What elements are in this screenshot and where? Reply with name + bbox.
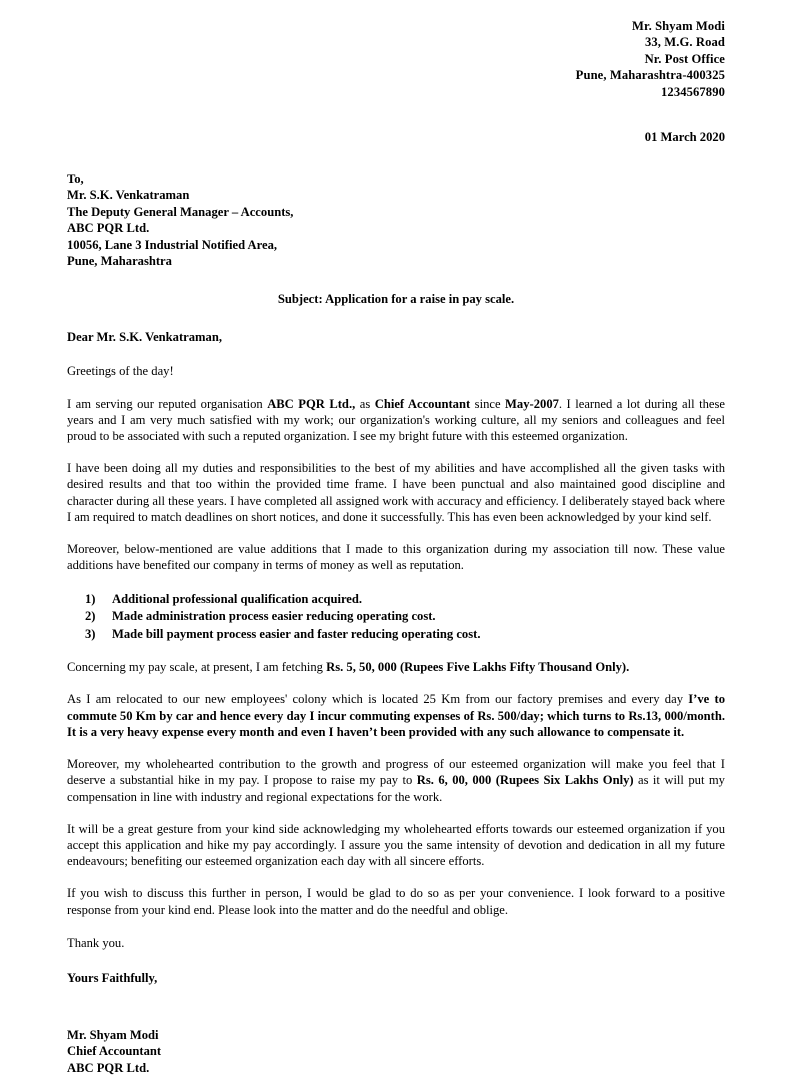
list-item-number: 3) bbox=[85, 626, 96, 641]
p1-segment-2: as bbox=[355, 396, 375, 411]
greeting-paragraph: Greetings of the day! bbox=[67, 364, 174, 379]
list-item bbox=[67, 591, 725, 609]
subject-line: Subject: Application for a raise in pay scale. bbox=[277, 292, 515, 307]
body-paragraph-3: Moreover, below-mentioned are value additions that I made to this organization during my association till now. These value additions have benefited our company in terms of money as well as reputation. bbox=[67, 542, 725, 573]
recipient-city-state: Pune, Maharashtra bbox=[67, 254, 172, 269]
sender-city-state-pin: Pune, Maharashtra-400325 bbox=[575, 68, 725, 83]
commute-expense-paragraph bbox=[67, 691, 725, 740]
recipient-company: ABC PQR Ltd. bbox=[67, 221, 150, 236]
signature-name: Mr. Shyam Modi bbox=[67, 1027, 159, 1042]
value-additions-list bbox=[67, 591, 725, 644]
recipient-address-block bbox=[67, 171, 725, 269]
p1-start-date: May-2007 bbox=[505, 396, 559, 411]
signoff-line: Yours Faithfully, bbox=[67, 970, 158, 985]
p1-segment-1: I am serving our reputed organisation bbox=[67, 396, 268, 411]
sender-landmark: Nr. Post Office bbox=[644, 51, 725, 66]
thank-you-line: Thank you. bbox=[67, 935, 125, 950]
sender-name: Mr. Shyam Modi bbox=[632, 19, 725, 33]
proposed-salary-amount: Rs. 6, 00, 000 (Rupees Six Lakhs Only) bbox=[416, 773, 634, 788]
p1-company-name: ABC PQR Ltd., bbox=[267, 396, 356, 411]
p6-segment-1: Moreover, my wholehearted contribution to the growth and progress of our esteemed organization will make you feel that I deserve a substantial hike in my pay. I propose to raise my pay to bbox=[67, 757, 725, 788]
list-item-label: Additional professional qualification acquired. bbox=[112, 591, 363, 606]
list-item-number: 1) bbox=[85, 591, 96, 606]
recipient-street: 10056, Lane 3 Industrial Notified Area, bbox=[67, 237, 278, 252]
p6-segment-2: as it will put my compensation in line with industry and regional expectations for the work. bbox=[67, 773, 725, 804]
list-item-number: 2) bbox=[85, 609, 96, 624]
list-item bbox=[67, 608, 725, 626]
sender-street: 33, M.G. Road bbox=[644, 35, 725, 50]
list-item bbox=[67, 626, 725, 644]
recipient-to-label: To, bbox=[67, 172, 84, 187]
signature-block bbox=[67, 1027, 725, 1076]
salutation: Dear Mr. S.K. Venkatraman, bbox=[67, 330, 222, 345]
sender-address-block bbox=[67, 18, 725, 100]
commute-expense-detail: I’ve to commute 50 Km by car and hence every day I incur commuting expenses of Rs. 500/day; which turns to Rs.13, 000/month. It is a very heavy expense every month and even I haven’t been provided with any such allowance to compensate it. bbox=[67, 692, 726, 739]
recipient-name: Mr. S.K. Venkatraman bbox=[67, 188, 190, 203]
body-paragraph-7: It will be a great gesture from your kind side acknowledging my wholehearted efforts towards our esteemed organization if you accept this application and hike my pay accordingly. I assure you the same intensity of devotion and dedication in all my future endeavours; benefiting our esteemed organization each day with all sincere efforts. bbox=[67, 821, 725, 869]
current-salary-amount: Rs. 5, 50, 000 (Rupees Five Lakhs Fifty Thousand Only). bbox=[326, 660, 630, 675]
sender-phone: 1234567890 bbox=[661, 84, 725, 99]
p4-segment-1: Concerning my pay scale, at present, I am fetching bbox=[67, 660, 327, 675]
current-pay-paragraph bbox=[67, 659, 725, 675]
body-paragraph-1 bbox=[67, 396, 725, 445]
signature-company: ABC PQR Ltd. bbox=[67, 1060, 150, 1075]
letter-date: 01 March 2020 bbox=[644, 130, 725, 145]
p1-segment-3: since bbox=[470, 396, 506, 411]
body-paragraph-2: I have been doing all my duties and responsibilities to the best of my abilities and have accomplished all the given tasks with desired results and that too within the provided time frame. I have been punctual and also maintained good discipline and character during all these years. I have completed all assigned work with accuracy and efficiency. I deliberately stayed back where I am required to match deadlines on short notices, and done it successfully. This has even been acknowledged by your kind self. bbox=[67, 461, 725, 524]
list-item-label: Made bill payment process easier and faster reducing operating cost. bbox=[112, 626, 481, 641]
recipient-designation: The Deputy General Manager – Accounts, bbox=[67, 204, 294, 219]
p5-segment-1: As I am relocated to our new employees' colony which is located 25 Km from our factory premises and every day bbox=[67, 692, 689, 707]
signature-designation: Chief Accountant bbox=[67, 1044, 162, 1059]
p1-segment-4: . I learned a lot during all these years and I am very much satisfied with my work; our organization's working culture, all my seniors and colleagues and feel proud to be associated with such a reputed organization. I see my bright future with this esteemed organization. bbox=[67, 396, 725, 444]
p1-job-title: Chief Accountant bbox=[374, 396, 471, 411]
proposed-pay-paragraph bbox=[67, 756, 725, 805]
body-paragraph-8: If you wish to discuss this further in person, I would be glad to do so as per your convenience. I look forward to a positive response from your kind end. Please look into the matter and do the needful and oblige. bbox=[67, 886, 725, 917]
list-item-label: Made administration process easier reducing operating cost. bbox=[112, 609, 436, 624]
